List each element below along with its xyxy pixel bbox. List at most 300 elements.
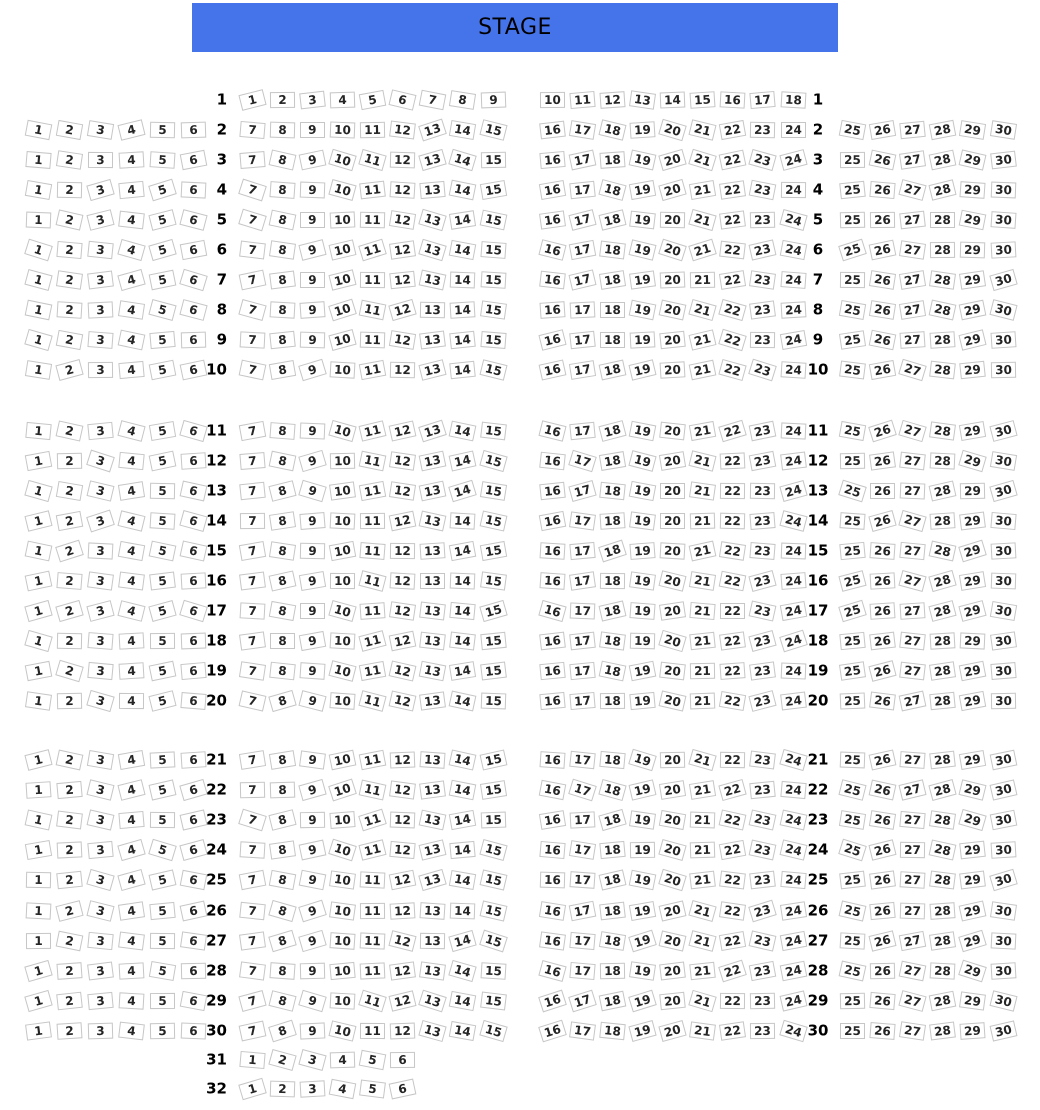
seat[interactable]: 3 bbox=[87, 271, 114, 290]
seat[interactable]: 9 bbox=[298, 929, 326, 951]
seat[interactable]: 7 bbox=[238, 1020, 266, 1041]
seat[interactable]: 24 bbox=[779, 601, 806, 621]
seat[interactable]: 4 bbox=[117, 510, 145, 531]
seat[interactable]: 19 bbox=[629, 421, 657, 442]
seat[interactable]: 17 bbox=[569, 181, 596, 200]
seat[interactable]: 28 bbox=[928, 779, 956, 801]
seat[interactable]: 14 bbox=[449, 661, 476, 681]
seat[interactable]: 18 bbox=[598, 209, 626, 230]
seat[interactable]: 1 bbox=[24, 749, 52, 771]
seat[interactable]: 5 bbox=[148, 360, 176, 381]
seat[interactable]: 13 bbox=[419, 840, 447, 861]
seat[interactable]: 21 bbox=[689, 541, 717, 562]
seat[interactable]: 23 bbox=[749, 930, 777, 951]
seat[interactable]: 13 bbox=[419, 781, 446, 800]
seat[interactable]: 2 bbox=[56, 301, 82, 318]
seat[interactable]: 12 bbox=[389, 210, 416, 230]
seat[interactable]: 18 bbox=[598, 661, 626, 682]
seat[interactable]: 20 bbox=[660, 361, 686, 378]
seat[interactable]: 29 bbox=[959, 871, 986, 890]
seat[interactable]: 25 bbox=[838, 839, 867, 862]
seat[interactable]: 24 bbox=[780, 781, 806, 799]
seat[interactable]: 22 bbox=[719, 120, 746, 140]
seat[interactable]: 2 bbox=[56, 991, 83, 1010]
seat[interactable]: 24 bbox=[780, 692, 807, 711]
seat[interactable]: 29 bbox=[959, 929, 988, 952]
seat[interactable]: 5 bbox=[149, 151, 175, 169]
seat[interactable]: 8 bbox=[268, 480, 296, 502]
seat[interactable]: 4 bbox=[117, 750, 144, 770]
seat[interactable]: 28 bbox=[929, 840, 957, 861]
seat[interactable]: 30 bbox=[990, 151, 1017, 170]
seat[interactable]: 2 bbox=[56, 633, 81, 649]
seat[interactable]: 11 bbox=[360, 962, 386, 979]
seat[interactable]: 10 bbox=[330, 211, 356, 228]
seat[interactable]: 19 bbox=[628, 239, 656, 260]
seat[interactable]: 25 bbox=[838, 960, 866, 981]
seat[interactable]: 13 bbox=[419, 270, 447, 291]
seat[interactable]: 20 bbox=[658, 119, 687, 141]
seat[interactable]: 6 bbox=[180, 751, 206, 769]
seat[interactable]: 11 bbox=[360, 272, 385, 288]
seat[interactable]: 3 bbox=[299, 91, 326, 110]
seat[interactable]: 7 bbox=[239, 513, 264, 529]
seat[interactable]: 13 bbox=[419, 451, 447, 472]
seat[interactable]: 19 bbox=[629, 692, 655, 710]
seat[interactable]: 6 bbox=[179, 900, 207, 921]
seat[interactable]: 15 bbox=[480, 241, 506, 259]
seat[interactable]: 23 bbox=[749, 961, 777, 981]
seat[interactable]: 19 bbox=[629, 211, 656, 230]
seat[interactable]: 18 bbox=[599, 901, 626, 920]
seat[interactable]: 26 bbox=[869, 632, 896, 651]
seat[interactable]: 1 bbox=[25, 151, 51, 169]
seat[interactable]: 17 bbox=[569, 872, 595, 890]
seat[interactable]: 20 bbox=[659, 451, 686, 471]
seat[interactable]: 23 bbox=[750, 871, 777, 890]
seat[interactable]: 11 bbox=[358, 989, 387, 1012]
seat[interactable]: 7 bbox=[238, 360, 266, 381]
seat[interactable]: 18 bbox=[598, 990, 626, 1011]
seat[interactable]: 18 bbox=[598, 870, 626, 891]
seat[interactable]: 27 bbox=[899, 452, 926, 471]
seat[interactable]: 20 bbox=[658, 839, 686, 861]
seat[interactable]: 28 bbox=[930, 212, 955, 228]
seat[interactable]: 20 bbox=[659, 422, 686, 441]
seat[interactable]: 21 bbox=[689, 871, 716, 890]
seat[interactable]: 8 bbox=[269, 962, 295, 980]
seat[interactable]: 15 bbox=[479, 541, 506, 561]
seat[interactable]: 2 bbox=[56, 871, 83, 890]
seat[interactable]: 15 bbox=[480, 962, 506, 980]
seat[interactable]: 7 bbox=[239, 482, 266, 500]
seat[interactable]: 16 bbox=[539, 572, 565, 590]
seat[interactable]: 10 bbox=[329, 361, 355, 378]
seat[interactable]: 12 bbox=[390, 362, 415, 379]
seat[interactable]: 9 bbox=[300, 962, 325, 979]
seat[interactable]: 19 bbox=[629, 571, 656, 590]
seat[interactable]: 12 bbox=[389, 330, 416, 350]
seat[interactable]: 22 bbox=[720, 662, 746, 680]
seat[interactable]: 24 bbox=[779, 480, 807, 502]
seat[interactable]: 3 bbox=[87, 241, 114, 259]
seat[interactable]: 30 bbox=[989, 120, 1016, 140]
seat[interactable]: 30 bbox=[989, 810, 1017, 831]
seat[interactable]: 2 bbox=[55, 270, 82, 289]
seat[interactable]: 10 bbox=[328, 660, 356, 682]
seat[interactable]: 27 bbox=[898, 990, 926, 1012]
seat[interactable]: 12 bbox=[389, 961, 416, 980]
seat[interactable]: 29 bbox=[959, 210, 987, 231]
seat[interactable]: 17 bbox=[568, 209, 596, 231]
seat[interactable]: 10 bbox=[330, 573, 355, 589]
seat[interactable]: 12 bbox=[389, 690, 417, 711]
seat[interactable]: 6 bbox=[179, 600, 208, 623]
seat[interactable]: 17 bbox=[569, 1021, 596, 1040]
seat[interactable]: 11 bbox=[360, 332, 385, 349]
seat[interactable]: 15 bbox=[480, 991, 507, 1010]
seat[interactable]: 1 bbox=[25, 212, 51, 229]
seat[interactable]: 30 bbox=[990, 573, 1016, 590]
seat[interactable]: 7 bbox=[419, 90, 447, 110]
seat[interactable]: 3 bbox=[87, 362, 112, 378]
seat[interactable]: 2 bbox=[270, 92, 295, 108]
seat[interactable]: 4 bbox=[118, 811, 144, 829]
seat[interactable]: 1 bbox=[24, 480, 52, 502]
seat[interactable]: 27 bbox=[899, 930, 927, 950]
seat[interactable]: 5 bbox=[149, 572, 176, 591]
seat[interactable]: 27 bbox=[899, 960, 927, 981]
seat[interactable]: 27 bbox=[898, 359, 927, 382]
seat[interactable]: 30 bbox=[989, 601, 1016, 621]
seat[interactable]: 6 bbox=[180, 962, 205, 979]
seat[interactable]: 9 bbox=[300, 812, 325, 828]
seat[interactable]: 5 bbox=[149, 483, 174, 499]
seat[interactable]: 1 bbox=[24, 630, 52, 652]
seat[interactable]: 20 bbox=[658, 570, 686, 591]
seat[interactable]: 20 bbox=[659, 810, 686, 830]
seat[interactable]: 19 bbox=[628, 929, 657, 952]
seat[interactable]: 2 bbox=[55, 209, 83, 230]
seat[interactable]: 21 bbox=[689, 930, 717, 952]
seat[interactable]: 11 bbox=[359, 750, 387, 770]
seat[interactable]: 3 bbox=[299, 1080, 325, 1097]
seat[interactable]: 5 bbox=[148, 209, 176, 231]
seat[interactable]: 13 bbox=[419, 691, 446, 710]
seat[interactable]: 8 bbox=[269, 181, 295, 199]
seat[interactable]: 1 bbox=[25, 422, 51, 440]
seat[interactable]: 27 bbox=[899, 211, 926, 230]
seat[interactable]: 25 bbox=[839, 632, 865, 650]
seat[interactable]: 14 bbox=[449, 541, 477, 561]
seat[interactable]: 5 bbox=[149, 512, 175, 529]
seat[interactable]: 29 bbox=[960, 242, 986, 259]
seat[interactable]: 17 bbox=[569, 571, 596, 590]
seat[interactable]: 18 bbox=[600, 573, 625, 589]
seat[interactable]: 13 bbox=[419, 481, 447, 502]
seat[interactable]: 16 bbox=[538, 329, 566, 351]
seat[interactable]: 13 bbox=[419, 149, 447, 171]
seat[interactable]: 25 bbox=[839, 871, 866, 890]
seat[interactable]: 17 bbox=[568, 150, 596, 171]
seat[interactable]: 30 bbox=[990, 662, 1016, 680]
seat[interactable]: 12 bbox=[390, 1022, 416, 1039]
seat[interactable]: 17 bbox=[569, 632, 596, 651]
seat[interactable]: 12 bbox=[390, 572, 416, 589]
seat[interactable]: 2 bbox=[56, 811, 83, 830]
seat[interactable]: 27 bbox=[899, 121, 925, 139]
seat[interactable]: 15 bbox=[480, 300, 507, 319]
seat[interactable]: 24 bbox=[779, 240, 807, 260]
seat[interactable]: 11 bbox=[358, 149, 386, 171]
seat[interactable]: 2 bbox=[56, 572, 82, 590]
seat[interactable]: 23 bbox=[749, 600, 777, 621]
seat[interactable]: 24 bbox=[780, 182, 805, 198]
seat[interactable]: 22 bbox=[720, 483, 745, 499]
seat[interactable]: 4 bbox=[117, 420, 145, 442]
seat[interactable]: 7 bbox=[239, 631, 266, 650]
seat[interactable]: 6 bbox=[179, 299, 207, 321]
seat[interactable]: 12 bbox=[390, 902, 416, 919]
seat[interactable]: 6 bbox=[180, 1022, 206, 1039]
seat[interactable]: 12 bbox=[389, 841, 415, 859]
seat[interactable]: 2 bbox=[55, 420, 83, 441]
seat[interactable]: 20 bbox=[659, 961, 686, 980]
seat[interactable]: 3 bbox=[298, 1049, 326, 1071]
seat[interactable]: 18 bbox=[598, 809, 626, 831]
seat[interactable]: 9 bbox=[300, 543, 325, 560]
seat[interactable]: 14 bbox=[449, 180, 477, 201]
seat[interactable]: 8 bbox=[449, 90, 476, 110]
seat[interactable]: 10 bbox=[329, 962, 355, 980]
seat[interactable]: 14 bbox=[450, 572, 476, 589]
seat[interactable]: 22 bbox=[719, 241, 746, 260]
seat[interactable]: 1 bbox=[24, 810, 52, 831]
seat[interactable]: 3 bbox=[87, 961, 114, 980]
seat[interactable]: 21 bbox=[688, 299, 716, 321]
seat[interactable]: 28 bbox=[930, 962, 956, 979]
seat[interactable]: 21 bbox=[690, 663, 715, 679]
seat[interactable]: 29 bbox=[959, 450, 988, 472]
seat[interactable]: 10 bbox=[329, 992, 355, 1009]
seat[interactable]: 28 bbox=[930, 242, 955, 258]
seat[interactable]: 11 bbox=[360, 1023, 385, 1039]
seat[interactable]: 6 bbox=[179, 779, 207, 801]
seat[interactable]: 7 bbox=[238, 299, 266, 321]
seat[interactable]: 27 bbox=[899, 240, 926, 260]
seat[interactable]: 6 bbox=[180, 572, 206, 589]
seat[interactable]: 10 bbox=[329, 512, 355, 529]
seat[interactable]: 22 bbox=[719, 931, 746, 951]
seat[interactable]: 11 bbox=[359, 181, 386, 200]
seat[interactable]: 28 bbox=[929, 120, 957, 140]
seat[interactable]: 7 bbox=[239, 241, 266, 260]
seat[interactable]: 13 bbox=[420, 932, 445, 948]
seat[interactable]: 11 bbox=[358, 690, 386, 712]
seat[interactable]: 25 bbox=[838, 421, 865, 441]
seat[interactable]: 10 bbox=[328, 600, 356, 622]
seat[interactable]: 21 bbox=[690, 513, 715, 530]
seat[interactable]: 15 bbox=[480, 632, 506, 650]
seat[interactable]: 29 bbox=[959, 750, 986, 770]
seat[interactable]: 28 bbox=[929, 991, 957, 1011]
seat[interactable]: 4 bbox=[117, 869, 145, 891]
seat[interactable]: 30 bbox=[989, 750, 1017, 771]
seat[interactable]: 4 bbox=[118, 662, 144, 679]
seat[interactable]: 9 bbox=[298, 899, 327, 922]
seat[interactable]: 3 bbox=[87, 152, 112, 168]
seat[interactable]: 8 bbox=[268, 750, 295, 770]
seat[interactable]: 24 bbox=[779, 1020, 808, 1042]
seat[interactable]: 15 bbox=[480, 812, 506, 829]
seat[interactable]: 21 bbox=[689, 780, 716, 800]
seat[interactable]: 14 bbox=[449, 450, 477, 471]
seat[interactable]: 9 bbox=[299, 512, 325, 530]
seat[interactable]: 18 bbox=[598, 600, 626, 621]
seat[interactable]: 27 bbox=[898, 779, 926, 800]
seat[interactable]: 30 bbox=[989, 901, 1016, 920]
seat[interactable]: 27 bbox=[900, 902, 926, 919]
seat[interactable]: 17 bbox=[750, 91, 776, 109]
seat[interactable]: 5 bbox=[149, 122, 174, 139]
seat[interactable]: 28 bbox=[929, 810, 956, 829]
seat[interactable]: 8 bbox=[268, 210, 296, 231]
seat[interactable]: 30 bbox=[989, 299, 1017, 321]
seat[interactable]: 10 bbox=[328, 149, 357, 171]
seat[interactable]: 20 bbox=[660, 752, 685, 769]
seat[interactable]: 26 bbox=[868, 240, 896, 261]
seat[interactable]: 16 bbox=[539, 841, 565, 859]
seat[interactable]: 19 bbox=[629, 870, 657, 891]
seat[interactable]: 19 bbox=[629, 900, 656, 920]
seat[interactable]: 30 bbox=[989, 420, 1017, 442]
seat[interactable]: 16 bbox=[539, 692, 565, 710]
seat[interactable]: 28 bbox=[929, 541, 957, 562]
seat[interactable]: 25 bbox=[838, 900, 866, 921]
seat[interactable]: 4 bbox=[117, 239, 145, 261]
seat[interactable]: 4 bbox=[117, 901, 144, 921]
seat[interactable]: 25 bbox=[838, 810, 865, 830]
seat[interactable]: 11 bbox=[360, 602, 386, 620]
seat[interactable]: 6 bbox=[179, 209, 207, 231]
seat[interactable]: 9 bbox=[298, 990, 327, 1012]
seat[interactable]: 5 bbox=[359, 90, 387, 110]
seat[interactable]: 15 bbox=[479, 210, 507, 231]
seat[interactable]: 29 bbox=[960, 181, 986, 199]
seat[interactable]: 5 bbox=[148, 961, 175, 981]
seat[interactable]: 21 bbox=[689, 481, 716, 500]
seat[interactable]: 12 bbox=[599, 91, 625, 109]
seat[interactable]: 3 bbox=[86, 600, 114, 622]
seat[interactable]: 25 bbox=[839, 212, 864, 229]
seat[interactable]: 4 bbox=[118, 962, 144, 979]
seat[interactable]: 4 bbox=[117, 481, 144, 501]
seat[interactable]: 5 bbox=[148, 299, 176, 321]
seat[interactable]: 30 bbox=[989, 269, 1017, 291]
seat[interactable]: 24 bbox=[779, 930, 806, 950]
seat[interactable]: 30 bbox=[990, 631, 1017, 650]
seat[interactable]: 2 bbox=[56, 962, 82, 980]
seat[interactable]: 7 bbox=[239, 901, 266, 920]
seat[interactable]: 26 bbox=[870, 483, 895, 499]
seat[interactable]: 18 bbox=[599, 1022, 625, 1040]
seat[interactable]: 5 bbox=[148, 421, 175, 441]
seat[interactable]: 13 bbox=[420, 751, 446, 769]
seat[interactable]: 26 bbox=[868, 360, 895, 380]
seat[interactable]: 16 bbox=[539, 210, 566, 229]
seat[interactable]: 14 bbox=[450, 512, 476, 529]
seat[interactable]: 19 bbox=[628, 359, 656, 380]
seat[interactable]: 20 bbox=[659, 300, 687, 321]
seat[interactable]: 5 bbox=[148, 779, 176, 800]
seat[interactable]: 15 bbox=[480, 152, 505, 168]
seat[interactable]: 3 bbox=[86, 179, 114, 201]
seat[interactable]: 6 bbox=[180, 662, 206, 680]
seat[interactable]: 2 bbox=[55, 660, 84, 682]
seat[interactable]: 21 bbox=[689, 1021, 716, 1040]
seat[interactable]: 15 bbox=[479, 780, 506, 800]
seat[interactable]: 23 bbox=[749, 300, 776, 319]
seat[interactable]: 3 bbox=[87, 992, 113, 1010]
seat[interactable]: 6 bbox=[180, 122, 206, 139]
seat[interactable]: 17 bbox=[569, 662, 595, 680]
seat[interactable]: 8 bbox=[268, 870, 296, 890]
seat[interactable]: 13 bbox=[419, 961, 446, 980]
seat[interactable]: 14 bbox=[449, 120, 476, 140]
seat[interactable]: 1 bbox=[24, 691, 51, 710]
seat[interactable]: 30 bbox=[989, 451, 1016, 471]
seat[interactable]: 15 bbox=[479, 450, 507, 472]
seat[interactable]: 15 bbox=[479, 1020, 507, 1042]
seat[interactable]: 12 bbox=[389, 271, 416, 290]
seat[interactable]: 10 bbox=[328, 779, 357, 802]
seat[interactable]: 1 bbox=[25, 902, 51, 919]
seat[interactable]: 8 bbox=[268, 570, 296, 591]
seat[interactable]: 11 bbox=[359, 420, 387, 441]
seat[interactable]: 16 bbox=[538, 511, 566, 531]
seat[interactable]: 1 bbox=[24, 180, 51, 200]
seat[interactable]: 13 bbox=[629, 90, 656, 109]
seat[interactable]: 20 bbox=[658, 239, 687, 262]
seat[interactable]: 27 bbox=[898, 179, 926, 201]
seat[interactable]: 28 bbox=[929, 692, 955, 710]
seat[interactable]: 25 bbox=[838, 570, 866, 592]
seat[interactable]: 4 bbox=[118, 151, 144, 168]
seat[interactable]: 1 bbox=[24, 571, 52, 592]
seat[interactable]: 20 bbox=[659, 662, 686, 681]
seat[interactable]: 24 bbox=[780, 271, 806, 289]
seat[interactable]: 20 bbox=[659, 930, 687, 951]
seat[interactable]: 1 bbox=[24, 300, 52, 321]
seat[interactable]: 11 bbox=[358, 630, 386, 652]
seat[interactable]: 23 bbox=[749, 840, 777, 861]
seat[interactable]: 16 bbox=[539, 452, 566, 471]
seat[interactable]: 2 bbox=[56, 842, 82, 859]
seat[interactable]: 4 bbox=[118, 632, 144, 649]
seat[interactable]: 2 bbox=[56, 693, 81, 710]
seat[interactable]: 2 bbox=[55, 359, 83, 381]
seat[interactable]: 16 bbox=[538, 810, 565, 830]
seat[interactable]: 13 bbox=[420, 181, 446, 199]
seat[interactable]: 26 bbox=[869, 901, 895, 919]
seat[interactable]: 15 bbox=[479, 749, 507, 770]
seat[interactable]: 18 bbox=[600, 332, 625, 348]
seat[interactable]: 28 bbox=[930, 902, 956, 920]
seat[interactable]: 25 bbox=[839, 181, 866, 200]
seat[interactable]: 29 bbox=[959, 300, 987, 321]
seat[interactable]: 20 bbox=[660, 542, 686, 559]
seat[interactable]: 7 bbox=[238, 809, 267, 832]
